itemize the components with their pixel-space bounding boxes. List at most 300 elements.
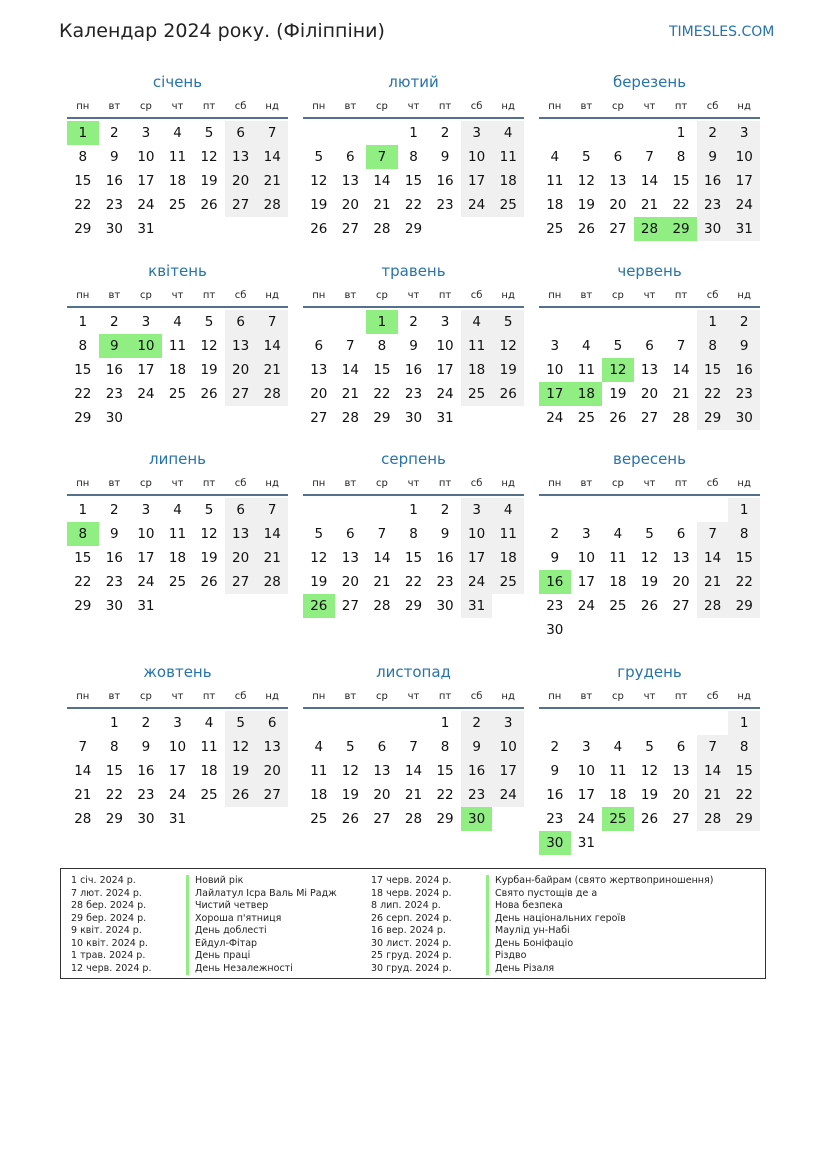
day-cell: 18 bbox=[200, 763, 218, 779]
day-cell: 10 bbox=[137, 149, 155, 165]
holiday-day-cell: 30 bbox=[539, 831, 571, 855]
day-cell: 26 bbox=[200, 197, 218, 213]
day-cell: 11 bbox=[200, 739, 218, 755]
day-cell: 24 bbox=[137, 197, 155, 213]
day-cell: 11 bbox=[168, 338, 187, 354]
day-cell: 6 bbox=[225, 310, 257, 334]
day-cell: 4 bbox=[314, 739, 324, 755]
day-cell: 18 bbox=[609, 574, 627, 590]
day-cell: 22 bbox=[74, 386, 92, 402]
day-cell: 19 bbox=[609, 386, 627, 402]
month-name: червень bbox=[617, 262, 682, 280]
legend-date: 30 лист. 2024 р. bbox=[371, 937, 452, 949]
month-9 bbox=[539, 449, 760, 640]
day-cell: 3 bbox=[173, 715, 182, 731]
day-cell: 10 bbox=[436, 338, 454, 354]
day-cell: 25 bbox=[200, 787, 218, 803]
day-cell: 30 bbox=[436, 598, 454, 614]
weekday-label: пт bbox=[202, 691, 216, 702]
day-cell: 10 bbox=[577, 763, 595, 779]
day-grid bbox=[539, 308, 760, 452]
month-8 bbox=[303, 449, 524, 640]
day-grid bbox=[67, 308, 288, 452]
day-cell: 25 bbox=[577, 410, 595, 426]
day-grid bbox=[539, 709, 760, 853]
weekday-label: пн bbox=[312, 691, 326, 702]
day-cell: 12 bbox=[200, 526, 218, 542]
day-cell: 10 bbox=[546, 362, 564, 378]
day-cell: 7 bbox=[697, 522, 729, 546]
day-cell: 6 bbox=[314, 338, 324, 354]
holiday-day-cell: 9 bbox=[99, 334, 131, 358]
day-cell: 24 bbox=[577, 598, 595, 614]
weekday-label: чт bbox=[171, 290, 184, 301]
day-cell: 5 bbox=[204, 314, 214, 330]
day-cell: 30 bbox=[728, 406, 760, 430]
day-cell: 14 bbox=[404, 763, 423, 779]
day-cell: 21 bbox=[640, 197, 659, 213]
day-cell: 17 bbox=[461, 169, 493, 193]
day-cell: 17 bbox=[168, 763, 187, 779]
day-cell: 27 bbox=[373, 811, 391, 827]
day-cell: 5 bbox=[204, 502, 214, 518]
holiday-day-cell: 25 bbox=[602, 807, 634, 831]
weekday-label: пн bbox=[548, 290, 562, 301]
day-cell: 5 bbox=[314, 526, 324, 542]
day-cell: 14 bbox=[256, 522, 288, 546]
day-cell: 7 bbox=[346, 338, 355, 354]
weekday-label: чт bbox=[407, 101, 420, 112]
day-cell: 28 bbox=[373, 221, 391, 237]
day-cell: 22 bbox=[404, 197, 423, 213]
day-cell: 6 bbox=[346, 149, 355, 165]
day-cell: 15 bbox=[74, 173, 92, 189]
day-cell: 17 bbox=[137, 173, 155, 189]
day-cell: 16 bbox=[105, 550, 123, 566]
month-name: січень bbox=[152, 73, 203, 91]
weekday-label: вт bbox=[108, 478, 121, 489]
day-cell: 9 bbox=[550, 550, 560, 566]
legend-date: 17 черв. 2024 р. bbox=[371, 875, 452, 886]
holiday-day-cell: 30 bbox=[461, 807, 493, 831]
weekday-header bbox=[303, 687, 524, 709]
day-cell: 10 bbox=[461, 522, 493, 546]
weekday-label: пн bbox=[548, 478, 562, 489]
day-cell: 23 bbox=[546, 598, 564, 614]
weekday-label: ср bbox=[375, 478, 388, 489]
weekday-label: пн bbox=[76, 290, 90, 301]
day-cell: 11 bbox=[168, 149, 187, 165]
day-cell: 3 bbox=[141, 502, 151, 518]
day-cell: 8 bbox=[728, 522, 760, 546]
day-grid bbox=[303, 308, 524, 452]
day-cell: 14 bbox=[341, 362, 359, 378]
holiday-day-cell: 17 bbox=[539, 382, 571, 406]
day-cell: 3 bbox=[461, 498, 493, 522]
day-cell: 27 bbox=[609, 221, 627, 237]
weekday-label: вт bbox=[344, 101, 357, 112]
weekday-label: вт bbox=[344, 691, 357, 702]
day-cell: 3 bbox=[141, 314, 151, 330]
month-name: грудень bbox=[617, 663, 682, 681]
day-cell: 23 bbox=[697, 193, 729, 217]
day-cell: 21 bbox=[697, 570, 729, 594]
weekday-label: сб bbox=[234, 691, 247, 702]
legend-holiday-name: День Різаля bbox=[486, 963, 554, 976]
day-cell: 9 bbox=[110, 526, 119, 542]
weekday-label: вт bbox=[108, 290, 121, 301]
day-cell: 4 bbox=[582, 338, 591, 354]
day-cell: 15 bbox=[373, 362, 391, 378]
day-cell: 20 bbox=[225, 169, 257, 193]
day-cell: 25 bbox=[492, 193, 524, 217]
day-grid bbox=[539, 496, 760, 640]
day-cell: 21 bbox=[672, 386, 690, 402]
day-cell: 25 bbox=[492, 570, 524, 594]
day-cell: 17 bbox=[137, 362, 155, 378]
day-cell: 14 bbox=[697, 759, 729, 783]
day-cell: 6 bbox=[645, 338, 654, 354]
day-cell: 13 bbox=[225, 145, 257, 169]
weekday-label: пт bbox=[438, 290, 452, 301]
day-cell: 23 bbox=[105, 197, 123, 213]
day-cell: 28 bbox=[404, 811, 423, 827]
legend-holiday-name: День доблесті bbox=[186, 925, 267, 938]
weekday-label: пт bbox=[438, 101, 452, 112]
day-cell: 15 bbox=[672, 173, 690, 189]
month-name: серпень bbox=[381, 450, 446, 468]
day-cell: 14 bbox=[256, 334, 288, 358]
day-cell: 25 bbox=[609, 598, 627, 614]
weekday-label: пт bbox=[674, 290, 688, 301]
day-cell: 4 bbox=[492, 498, 524, 522]
legend-date: 9 квіт. 2024 р. bbox=[71, 925, 142, 936]
weekday-header bbox=[67, 286, 288, 308]
day-cell: 4 bbox=[173, 502, 182, 518]
day-cell: 14 bbox=[373, 173, 391, 189]
month-1 bbox=[67, 72, 288, 263]
day-cell: 28 bbox=[697, 594, 729, 618]
legend-date: 1 трав. 2024 р. bbox=[71, 950, 146, 961]
day-cell: 8 bbox=[110, 739, 119, 755]
day-cell: 21 bbox=[373, 574, 391, 590]
day-cell: 4 bbox=[173, 125, 182, 141]
day-cell: 20 bbox=[341, 197, 359, 213]
month-name: квітень bbox=[148, 262, 207, 280]
holiday-day-cell: 8 bbox=[67, 522, 99, 546]
day-cell: 11 bbox=[492, 522, 524, 546]
weekday-label: чт bbox=[643, 290, 656, 301]
day-cell: 27 bbox=[225, 382, 257, 406]
weekday-label: пт bbox=[438, 691, 452, 702]
day-cell: 8 bbox=[697, 334, 729, 358]
day-cell: 16 bbox=[728, 358, 760, 382]
day-cell: 16 bbox=[404, 362, 423, 378]
day-cell: 6 bbox=[256, 711, 288, 735]
day-cell: 5 bbox=[346, 739, 355, 755]
day-cell: 1 bbox=[697, 310, 729, 334]
weekday-header bbox=[539, 474, 760, 496]
day-cell: 23 bbox=[105, 574, 123, 590]
holiday-day-cell: 10 bbox=[130, 334, 162, 358]
day-grid bbox=[67, 496, 288, 640]
day-cell: 22 bbox=[74, 574, 92, 590]
day-cell: 15 bbox=[74, 362, 92, 378]
day-cell: 29 bbox=[74, 221, 92, 237]
weekday-label: нд bbox=[737, 290, 751, 301]
day-cell: 5 bbox=[645, 739, 654, 755]
day-cell: 23 bbox=[404, 386, 423, 402]
day-cell: 30 bbox=[137, 811, 155, 827]
day-cell: 18 bbox=[609, 787, 627, 803]
day-cell: 22 bbox=[728, 570, 760, 594]
day-cell: 16 bbox=[137, 763, 155, 779]
day-cell: 1 bbox=[78, 314, 88, 330]
day-cell: 24 bbox=[137, 574, 155, 590]
brand-link[interactable]: TIMESLES.COM bbox=[669, 24, 775, 40]
day-cell: 15 bbox=[728, 759, 760, 783]
day-cell: 4 bbox=[173, 314, 182, 330]
weekday-label: пн bbox=[548, 101, 562, 112]
weekday-label: ср bbox=[375, 290, 388, 301]
weekday-label: нд bbox=[265, 101, 279, 112]
day-cell: 25 bbox=[461, 382, 493, 406]
weekday-label: чт bbox=[643, 101, 656, 112]
day-cell: 5 bbox=[225, 711, 257, 735]
day-cell: 24 bbox=[436, 386, 454, 402]
day-cell: 6 bbox=[676, 526, 686, 542]
legend-holiday-name: День національних героїв bbox=[486, 913, 626, 926]
weekday-label: ср bbox=[611, 290, 624, 301]
day-cell: 11 bbox=[310, 763, 328, 779]
legend-holiday-name: Чистий четвер bbox=[186, 900, 268, 913]
day-cell: 1 bbox=[409, 502, 418, 518]
day-cell: 27 bbox=[256, 783, 288, 807]
legend-holiday-name: Ейдул-Фітар bbox=[186, 938, 257, 951]
day-cell: 30 bbox=[105, 410, 123, 426]
day-cell: 26 bbox=[609, 410, 627, 426]
day-cell: 29 bbox=[404, 598, 423, 614]
weekday-header bbox=[539, 97, 760, 119]
legend-date: 10 квіт. 2024 р. bbox=[71, 937, 148, 949]
day-cell: 14 bbox=[640, 173, 659, 189]
weekday-label: нд bbox=[737, 691, 751, 702]
weekday-label: сб bbox=[470, 691, 483, 702]
weekday-label: чт bbox=[407, 691, 420, 702]
day-cell: 29 bbox=[74, 410, 92, 426]
month-12 bbox=[539, 662, 760, 853]
day-cell: 20 bbox=[373, 787, 391, 803]
month-name: травень bbox=[381, 262, 446, 280]
day-cell: 29 bbox=[728, 594, 760, 618]
day-cell: 1 bbox=[676, 125, 686, 141]
day-cell: 9 bbox=[550, 763, 560, 779]
month-3 bbox=[539, 72, 760, 263]
day-cell: 23 bbox=[137, 787, 155, 803]
day-cell: 10 bbox=[168, 739, 187, 755]
day-cell: 20 bbox=[256, 759, 288, 783]
weekday-label: пт bbox=[202, 101, 216, 112]
day-cell: 19 bbox=[310, 574, 328, 590]
day-cell: 10 bbox=[461, 145, 493, 169]
legend-date: 1 січ. 2024 р. bbox=[71, 875, 136, 886]
day-cell: 8 bbox=[676, 149, 686, 165]
holiday-day-cell: 1 bbox=[67, 121, 99, 145]
weekday-label: сб bbox=[470, 101, 483, 112]
day-cell: 30 bbox=[546, 622, 564, 638]
day-cell: 25 bbox=[168, 386, 187, 402]
day-grid bbox=[303, 709, 524, 853]
holiday-day-cell: 26 bbox=[303, 594, 335, 618]
day-cell: 31 bbox=[577, 835, 595, 851]
day-cell: 13 bbox=[256, 735, 288, 759]
day-grid bbox=[303, 119, 524, 263]
day-cell: 3 bbox=[492, 711, 524, 735]
day-cell: 6 bbox=[225, 121, 257, 145]
day-cell: 9 bbox=[697, 145, 729, 169]
holiday-day-cell: 7 bbox=[366, 145, 398, 169]
day-cell: 13 bbox=[225, 522, 257, 546]
day-cell: 4 bbox=[492, 121, 524, 145]
legend-holiday-name: Маулід ун-Набі bbox=[486, 925, 570, 938]
day-cell: 16 bbox=[546, 787, 564, 803]
day-cell: 21 bbox=[697, 783, 729, 807]
day-cell: 19 bbox=[341, 787, 359, 803]
legend-holiday-name: Свято пустощів де а bbox=[486, 888, 597, 901]
day-cell: 8 bbox=[409, 149, 418, 165]
weekday-label: нд bbox=[501, 478, 515, 489]
month-2 bbox=[303, 72, 524, 263]
day-cell: 13 bbox=[373, 763, 391, 779]
weekday-label: сб bbox=[706, 478, 719, 489]
day-cell: 9 bbox=[409, 338, 418, 354]
day-cell: 11 bbox=[609, 763, 627, 779]
legend-holiday-name: Різдво bbox=[486, 950, 526, 963]
day-grid bbox=[67, 119, 288, 263]
day-cell: 16 bbox=[436, 550, 454, 566]
day-cell: 2 bbox=[440, 502, 450, 518]
day-cell: 19 bbox=[225, 759, 257, 783]
day-cell: 21 bbox=[256, 546, 288, 570]
weekday-label: пн bbox=[312, 478, 326, 489]
day-cell: 6 bbox=[225, 498, 257, 522]
day-cell: 15 bbox=[436, 763, 454, 779]
day-cell: 23 bbox=[546, 811, 564, 827]
day-cell: 4 bbox=[613, 739, 623, 755]
day-cell: 31 bbox=[137, 598, 155, 614]
day-cell: 20 bbox=[310, 386, 328, 402]
day-cell: 13 bbox=[640, 362, 659, 378]
legend-holiday-name: Курбан-байрам (свято жертвоприношення) bbox=[486, 875, 713, 888]
day-cell: 23 bbox=[105, 386, 123, 402]
day-cell: 26 bbox=[492, 382, 524, 406]
weekday-label: пн bbox=[76, 691, 90, 702]
day-cell: 18 bbox=[461, 358, 493, 382]
legend-holiday-name: Лайлатул Ісра Валь Мі Радж bbox=[186, 888, 337, 901]
day-cell: 21 bbox=[256, 358, 288, 382]
day-cell: 13 bbox=[672, 550, 690, 566]
day-cell: 8 bbox=[78, 338, 88, 354]
day-cell: 26 bbox=[225, 783, 257, 807]
day-cell: 12 bbox=[640, 763, 659, 779]
legend-date: 30 груд. 2024 р. bbox=[371, 962, 452, 974]
day-cell: 24 bbox=[461, 193, 493, 217]
day-cell: 29 bbox=[105, 811, 123, 827]
day-cell: 20 bbox=[672, 787, 690, 803]
weekday-label: вт bbox=[108, 691, 121, 702]
day-cell: 3 bbox=[440, 314, 450, 330]
day-cell: 9 bbox=[141, 739, 151, 755]
day-cell: 25 bbox=[546, 221, 564, 237]
weekday-label: сб bbox=[234, 101, 247, 112]
day-cell: 18 bbox=[168, 362, 187, 378]
day-cell: 3 bbox=[461, 121, 493, 145]
day-cell: 7 bbox=[377, 526, 387, 542]
day-cell: 20 bbox=[640, 386, 659, 402]
weekday-header bbox=[67, 474, 288, 496]
month-name: листопад bbox=[376, 663, 451, 681]
day-cell: 23 bbox=[436, 574, 454, 590]
day-cell: 22 bbox=[105, 787, 123, 803]
weekday-label: ср bbox=[139, 290, 152, 301]
day-cell: 22 bbox=[373, 386, 391, 402]
day-cell: 24 bbox=[546, 410, 564, 426]
legend-date: 29 бер. 2024 р. bbox=[71, 912, 147, 924]
weekday-label: чт bbox=[171, 478, 184, 489]
day-cell: 9 bbox=[728, 334, 760, 358]
day-cell: 4 bbox=[613, 526, 623, 542]
day-cell: 29 bbox=[697, 406, 729, 430]
weekday-label: пт bbox=[674, 478, 688, 489]
day-cell: 12 bbox=[200, 338, 218, 354]
weekday-label: чт bbox=[643, 691, 656, 702]
day-cell: 13 bbox=[609, 173, 627, 189]
day-cell: 7 bbox=[645, 149, 654, 165]
day-cell: 12 bbox=[200, 149, 218, 165]
weekday-label: сб bbox=[234, 478, 247, 489]
weekday-label: нд bbox=[265, 691, 279, 702]
day-cell: 7 bbox=[256, 121, 288, 145]
day-cell: 13 bbox=[672, 763, 690, 779]
day-cell: 5 bbox=[645, 526, 654, 542]
day-cell: 7 bbox=[409, 739, 418, 755]
day-cell: 3 bbox=[728, 121, 760, 145]
day-cell: 30 bbox=[105, 598, 123, 614]
weekday-label: чт bbox=[407, 290, 420, 301]
day-cell: 11 bbox=[168, 526, 187, 542]
day-cell: 12 bbox=[225, 735, 257, 759]
day-cell: 11 bbox=[461, 334, 493, 358]
day-cell: 30 bbox=[697, 217, 729, 241]
day-cell: 18 bbox=[168, 550, 187, 566]
month-name: липень bbox=[148, 450, 207, 468]
holiday-day-cell: 1 bbox=[366, 310, 398, 334]
day-cell: 23 bbox=[728, 382, 760, 406]
day-cell: 5 bbox=[582, 149, 591, 165]
weekday-label: сб bbox=[706, 290, 719, 301]
legend-date: 18 черв. 2024 р. bbox=[371, 887, 452, 899]
day-cell: 27 bbox=[310, 410, 328, 426]
weekday-label: нд bbox=[737, 478, 751, 489]
day-grid bbox=[303, 496, 524, 640]
day-cell: 11 bbox=[577, 362, 595, 378]
day-cell: 22 bbox=[436, 787, 454, 803]
legend-holiday-name: Новий рік bbox=[186, 875, 243, 888]
weekday-label: ср bbox=[139, 691, 152, 702]
day-cell: 17 bbox=[492, 759, 524, 783]
day-cell: 24 bbox=[728, 193, 760, 217]
weekday-label: вт bbox=[580, 290, 593, 301]
